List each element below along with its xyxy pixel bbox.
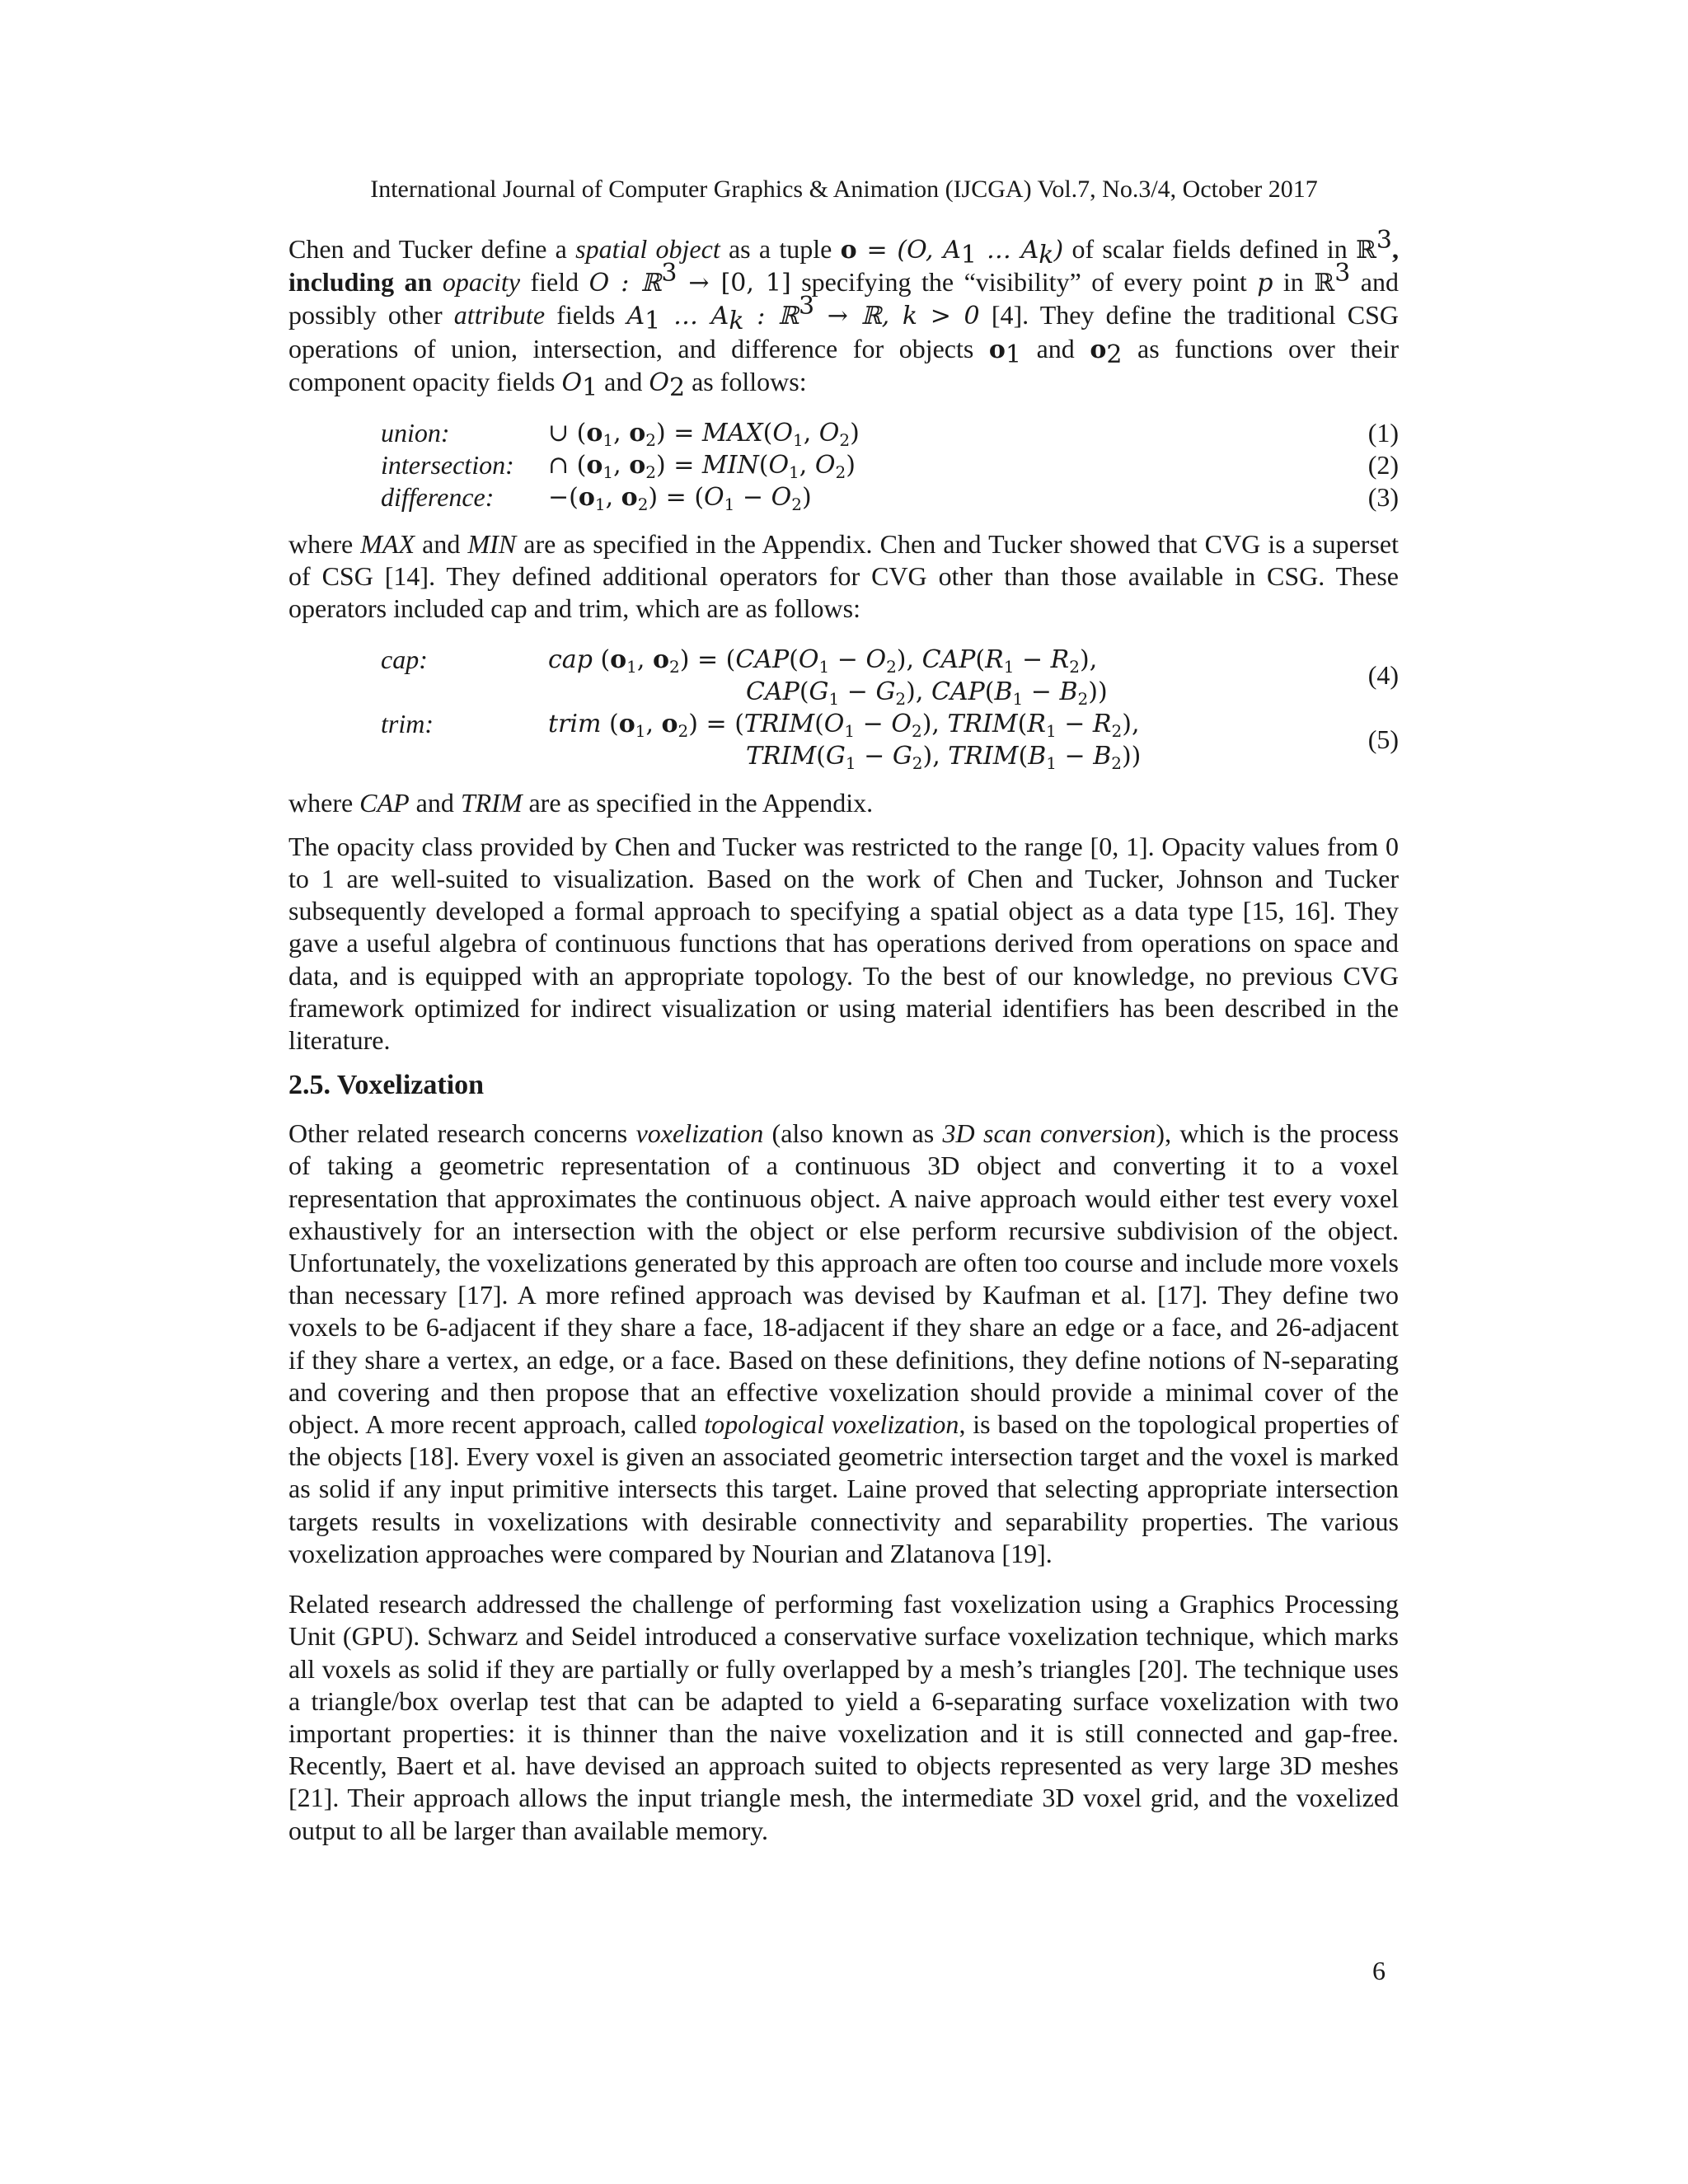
math: … A <box>660 302 729 331</box>
math: : ℝ <box>743 302 799 331</box>
paragraph-spatial-object <box>288 226 1400 402</box>
math-O: O <box>561 368 583 397</box>
term-opacity: opacity <box>442 267 521 298</box>
text: are as specified in the Appendix. Chen and Tucker showed that CVG is a superset of CSG [14]. They defined additional operators for CVG other than those available in CSG. These operators included cap and trim, which are as follows: <box>288 529 1400 624</box>
paragraph-voxelization <box>288 1118 1399 1570</box>
math-sub: k <box>1039 241 1054 269</box>
equation-cap-line2 <box>288 676 1399 708</box>
text: [4]. They define the traditional CSG operations of union, intersection, and difference for objects <box>288 300 1400 363</box>
math-o: o <box>840 236 857 265</box>
math-sup: 3 <box>1376 226 1393 255</box>
text: where <box>288 787 360 818</box>
paragraph-cap-trim-note <box>288 787 1399 819</box>
text: and <box>1021 333 1090 363</box>
equation-expression: ∩ ($o_1$, $o_2) = MIN(O_1$, $O_2$) <box>548 451 856 483</box>
equation-expression: $TRIM(G_1 - G_2)$, $TRIM(B_1 - B_2)$) <box>746 741 1142 773</box>
equation-label: intersection: <box>381 450 514 480</box>
math: … A <box>977 236 1039 265</box>
text: in <box>1273 267 1315 298</box>
text: and possibly other <box>288 267 1400 330</box>
math-sub: 2 <box>1106 340 1123 369</box>
math-O: O <box>649 368 669 397</box>
term-attribute: attribute <box>453 300 546 330</box>
equation-expression: $-(o_1$, $o_2) = (O_1 - O_2)$ <box>548 483 812 515</box>
equation-trim-line2 <box>288 740 1399 772</box>
equation-label: cap: <box>381 644 428 674</box>
term-voxelization: voxelization <box>635 1118 764 1149</box>
text: ), which is the process of taking a geometric representation of a continuous 3D object and converting it to a voxel representation that approximates the continuous object. A naive approach would either test every voxel exhaustively for an intersection with the object or else perform recursive subdivision of the object. Unfortunately, the voxelizations generated by this approach are often too course and include more voxels than necessary [17]. A more refined approach was devised by Kaufman et al. [17]. They define two voxels to be 6-adjacent if they share a face, 18-adjacent if they share an edge or a face, and 26-adjacent if they share a vertex, an edge, or a face. Based on these definitions, they define notions of N-separating and covering and then propose that an effective voxelization should provide a minimal cover of the object. A more recent approach, called <box>288 1118 1400 1440</box>
equation-number: (2) <box>1367 450 1399 480</box>
math: = (O, A <box>856 236 961 265</box>
math-sub: k <box>729 307 744 336</box>
term-topological-voxelization: topological voxelization <box>704 1409 959 1440</box>
math: O : ℝ <box>588 269 662 298</box>
math-sub: 1 <box>960 241 978 269</box>
math-sub: 1 <box>582 373 598 402</box>
running-header: International Journal of Computer Graphics & Animation (IJCGA) Vol.7, No.3/4, October 2017 <box>370 176 1318 203</box>
text: , including an <box>288 234 1400 298</box>
math-sub: 2 <box>668 373 686 402</box>
equation-cap-line1 <box>288 644 1399 690</box>
page-body <box>288 226 1400 1847</box>
text: as follows: <box>685 366 807 396</box>
equation-label: difference: <box>381 482 495 513</box>
math: → [0, 1] <box>677 269 791 298</box>
equation-trim-line1 <box>288 708 1399 754</box>
text: and <box>409 787 461 818</box>
math-reals: ℝ <box>1355 236 1376 265</box>
paragraph-gpu-voxelization: Related research addressed the challenge of performing fast voxelization using a Graphics Processing Unit (GPU). Schwarz and Seidel introduced a conservative surface voxelization technique, which marks all voxels as solid if they are partially or fully overlapped by a mesh’s triangles [20]. The technique uses a triangle/box overlap test that can be adapted to yield a 6-separating surface voxelization with two important properties: it is thinner than the naive voxelization and it is still connected and gap-free. Recently, Baert et al. have devised an approach suited to objects represented as very large 3D meshes [21]. Their approach allows the input triangle mesh, the intermediate 3D voxel grid, and the voxelized output to all be larger than available memory. <box>288 1589 1399 1845</box>
equation-intersection <box>288 449 1399 481</box>
equation-number: (3) <box>1367 482 1399 513</box>
text: and <box>598 366 649 396</box>
math-sub: 1 <box>645 307 661 336</box>
math-sup: 3 <box>661 259 678 288</box>
math-sup: 3 <box>1334 259 1351 288</box>
equation-number: (5) <box>1367 724 1399 754</box>
equation-label: union: <box>381 418 450 448</box>
math-o: o <box>988 335 1006 364</box>
equation-number: (1) <box>1367 418 1399 448</box>
text: Chen and Tucker define a <box>288 234 576 264</box>
term-max: MAX <box>360 529 415 560</box>
equation-union <box>288 417 1399 449</box>
paragraph-opacity-class: The opacity class provided by Chen and Tucker was restricted to the range [0, 1]. Opacity values from 0 to 1 are well-suited to visualization. Based on the work of Chen and Tucker, Johnson and Tucker subsequently developed a formal approach to specifying a spatial object as a data type [15, 16]. They gave a useful algebra of continuous functions that has operations derived from operations on space and data, and is equipped with an appropriate topology. To the best of our knowledge, no previous CVG framework optimized for indirect visualization or using material identifiers has been described in the literature. <box>288 831 1399 1056</box>
math-p: p <box>1257 269 1273 298</box>
text: field <box>520 267 589 298</box>
math-reals: ℝ <box>1314 269 1335 298</box>
math: A <box>626 302 645 331</box>
text: and <box>415 529 468 560</box>
text: specifying the “visibility” of every point <box>790 267 1258 298</box>
section-heading: 2.5. Voxelization <box>288 1070 485 1101</box>
equation-expression: ∪ ($o_1$, $o_2) = MAX(O_1$, $O_2$) <box>548 419 860 451</box>
equations-cap-trim <box>288 644 1399 772</box>
term-trim: TRIM <box>460 787 523 818</box>
text: as a tuple <box>720 234 841 264</box>
math: → ℝ, k > 0 <box>814 302 980 331</box>
equation-expression: trim ($o_1$, $o_2$) = ($TRIM(O_1 - O_2)$, $TRIM(R_1 - R_2)$, <box>548 709 1140 741</box>
text: (also known as <box>763 1118 943 1149</box>
math-o: o <box>1090 335 1107 364</box>
text: where <box>288 529 361 560</box>
equation-difference <box>288 481 1399 513</box>
text: of scalar fields defined in <box>1063 234 1356 264</box>
paragraph-cvg-superset <box>288 528 1399 626</box>
equation-label: trim: <box>381 708 434 738</box>
text: are as specified in the Appendix. <box>522 787 874 818</box>
text: fields <box>545 300 627 330</box>
equation-number: (4) <box>1367 659 1399 690</box>
equation-expression: cap ($o_1$, $o_2) = (CAP(O_1 - O_2)$, $CAP(R_1 - R_2)$, <box>548 644 1098 677</box>
term-spatial-object: spatial object <box>575 234 720 264</box>
term-3d-scan-conversion: 3D scan conversion <box>942 1118 1156 1149</box>
equations-csg <box>288 417 1399 513</box>
equation-expression: $CAP(G_1 - G_2)$, $CAP(B_1 - B_2)$) <box>746 677 1108 709</box>
term-min: MIN <box>467 529 517 560</box>
text: , is based on the topological properties of the objects [18]. Every voxel is given an associated geometric intersection target and the voxel is marked as solid if any input primitive intersects this target. Laine proved that selecting appropriate intersection targets results in voxelizations with desirable connectivity and separability properties. The various voxelization approaches were compared by Nourian and Zlatanova [19]. <box>288 1409 1400 1568</box>
text: as functions over their component opacity fields <box>288 333 1400 396</box>
math-sub: 1 <box>1005 340 1022 369</box>
term-cap: CAP <box>359 787 410 818</box>
math-sup: 3 <box>798 292 815 321</box>
text: Other related research concerns <box>288 1118 636 1149</box>
math: ) <box>1053 236 1064 265</box>
page-number: 6 <box>1372 1956 1386 1985</box>
